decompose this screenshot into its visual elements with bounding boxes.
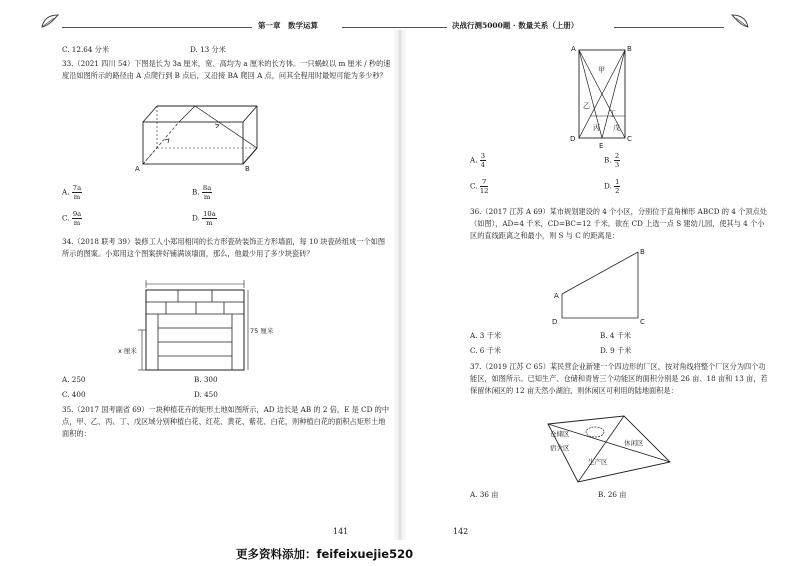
q36-option-d: D. 9 千米 [600,346,632,355]
q33-option-a: A. $\frac{7a}{m}$ [62,184,82,201]
svg-text:C: C [627,135,632,143]
q34-option-c: C. 400 [62,390,86,399]
svg-text:戊: 戊 [613,124,620,132]
q33-text: 33.（2021 四川 54）下图是长为 3a 厘米，宽、高均为 a 厘米的长方体。一只蜗蚁以 m 厘米 / 秒的速度沿如图所示的路径由 A 点爬行到 B 点后，又沿接 BA 爬回 A 点，问其全程用时最短可能为多少秒？ [62,59,391,80]
svg-text:D: D [570,135,576,143]
svg-text:B: B [627,45,632,53]
q35-option-c: C. $\frac{7}{12}$ [470,178,489,195]
q35-text: 35.（2017 国考副省 69）一块种植花卉的矩形土地如图所示，AD 边长是 AB 的 2 倍，E 是 CD 的中点，甲、乙、丙、丁、戊区域分别种植白花、红花、黄花、紫花、白花，则种植白花的面积占矩形土地面积的： [62,405,390,438]
q33-option-b: B. $\frac{8a}{m}$ [192,184,212,201]
svg-text:E: E [599,142,604,150]
svg-text:生产区: 生产区 [588,458,608,466]
svg-text:B: B [640,248,645,256]
q34-option-a: A. 250 [62,375,86,384]
right-leaf-ornament-icon [730,13,750,33]
q35-option-a: A. $\frac{3}{4}$ [470,152,486,169]
header-rule-right [614,27,724,28]
q36-option-b: B. 4 千米 [600,331,632,340]
q35-option-b: B. $\frac{2}{3}$ [604,152,620,169]
q37-quadrilateral-figure [520,412,680,486]
svg-text:甲: 甲 [598,66,605,74]
q37-option-a: A. 36 亩 [470,490,499,499]
book-gutter [392,30,408,540]
left-leaf-ornament-icon [40,13,60,33]
q34-label-x: x 厘米 [118,347,137,355]
q34-label-75: 75 厘米 [250,327,274,335]
svg-text:C: C [640,318,645,326]
header-rule-mid [342,27,447,28]
header-rule-left [62,27,252,28]
svg-text:休闲区: 休闲区 [624,439,644,447]
header-chapter: 第一章 数学运算 [258,21,318,30]
svg-text:A: A [554,292,559,300]
q33-label-b: B [245,165,250,172]
q34-option-b: B. 300 [194,375,218,384]
q36-option-a: A. 3 千米 [470,331,501,340]
q37-option-b: B. 26 亩 [598,490,627,499]
svg-text:丙: 丙 [593,124,600,132]
q32-option-d: D. 13 分米 [190,45,226,54]
footer-contact-text: 更多资料添加：feifeixuejie520 [236,547,414,561]
header-book-title: 决战行测5000题 · 数量关系（上册） [452,21,579,30]
right-page-number: 142 [453,527,469,536]
q35-rectangle-figure [565,42,637,150]
q33-option-c: C. $\frac{9a}{m}$ [62,210,82,227]
q33-label-a: A [135,165,140,172]
svg-text:丁: 丁 [609,110,616,118]
q35-option-d: D. $\frac{1}{2}$ [604,178,620,195]
q34-tile-figure [118,278,278,374]
q34-text: 34.（2018 联考 39）装修工人小郑用相同的长方形瓷砖装饰正方形墙面，每 10 块瓷砖组成一个如图所示的图案。小郑用这个图案拼好铺满该墙面，那么，他最少用了多少块瓷砖？ [62,237,386,258]
q33-cuboid-figure [135,100,265,172]
q37-text: 37.（2019 江苏 C 65）某民营企业新建一个四边形的厂区，按对角线将整个厂区分为四个功能区，如图所示。已知生产、仓储和青皆三个功能区的面积分别是 26 亩、18 亩和 13 亩，若保留休闲区的 12 亩天然小湖泊，则休闲区可利用的陆地面积是： [470,362,768,395]
left-page-number: 141 [333,527,349,536]
svg-text:仓储区: 仓储区 [550,430,570,438]
svg-text:A: A [571,45,576,53]
q32-option-c: C. 12.64 分米 [62,45,110,54]
q34-option-d: D. 450 [194,390,218,399]
q36-text: 36.（2017 江苏 A 69）某市规划建设的 4 个小区，分别位于直角梯形 ABCD 的 4 个顶点处（如图），AD=4 千米，CD=BC=12 千米。欲在 CD 上选一点 S 建幼儿园，使其与 4 个小区的直线距离之和最小，则 S 与 C 的距离是： [470,207,767,240]
q36-option-c: C. 6 千米 [470,346,502,355]
svg-text:D: D [552,318,558,326]
q36-trapezoid-figure [548,246,658,328]
svg-text:乙: 乙 [583,102,590,110]
q33-option-d: D. $\frac{10a}{m}$ [192,210,216,227]
svg-text:宿舍区: 宿舍区 [550,444,570,452]
